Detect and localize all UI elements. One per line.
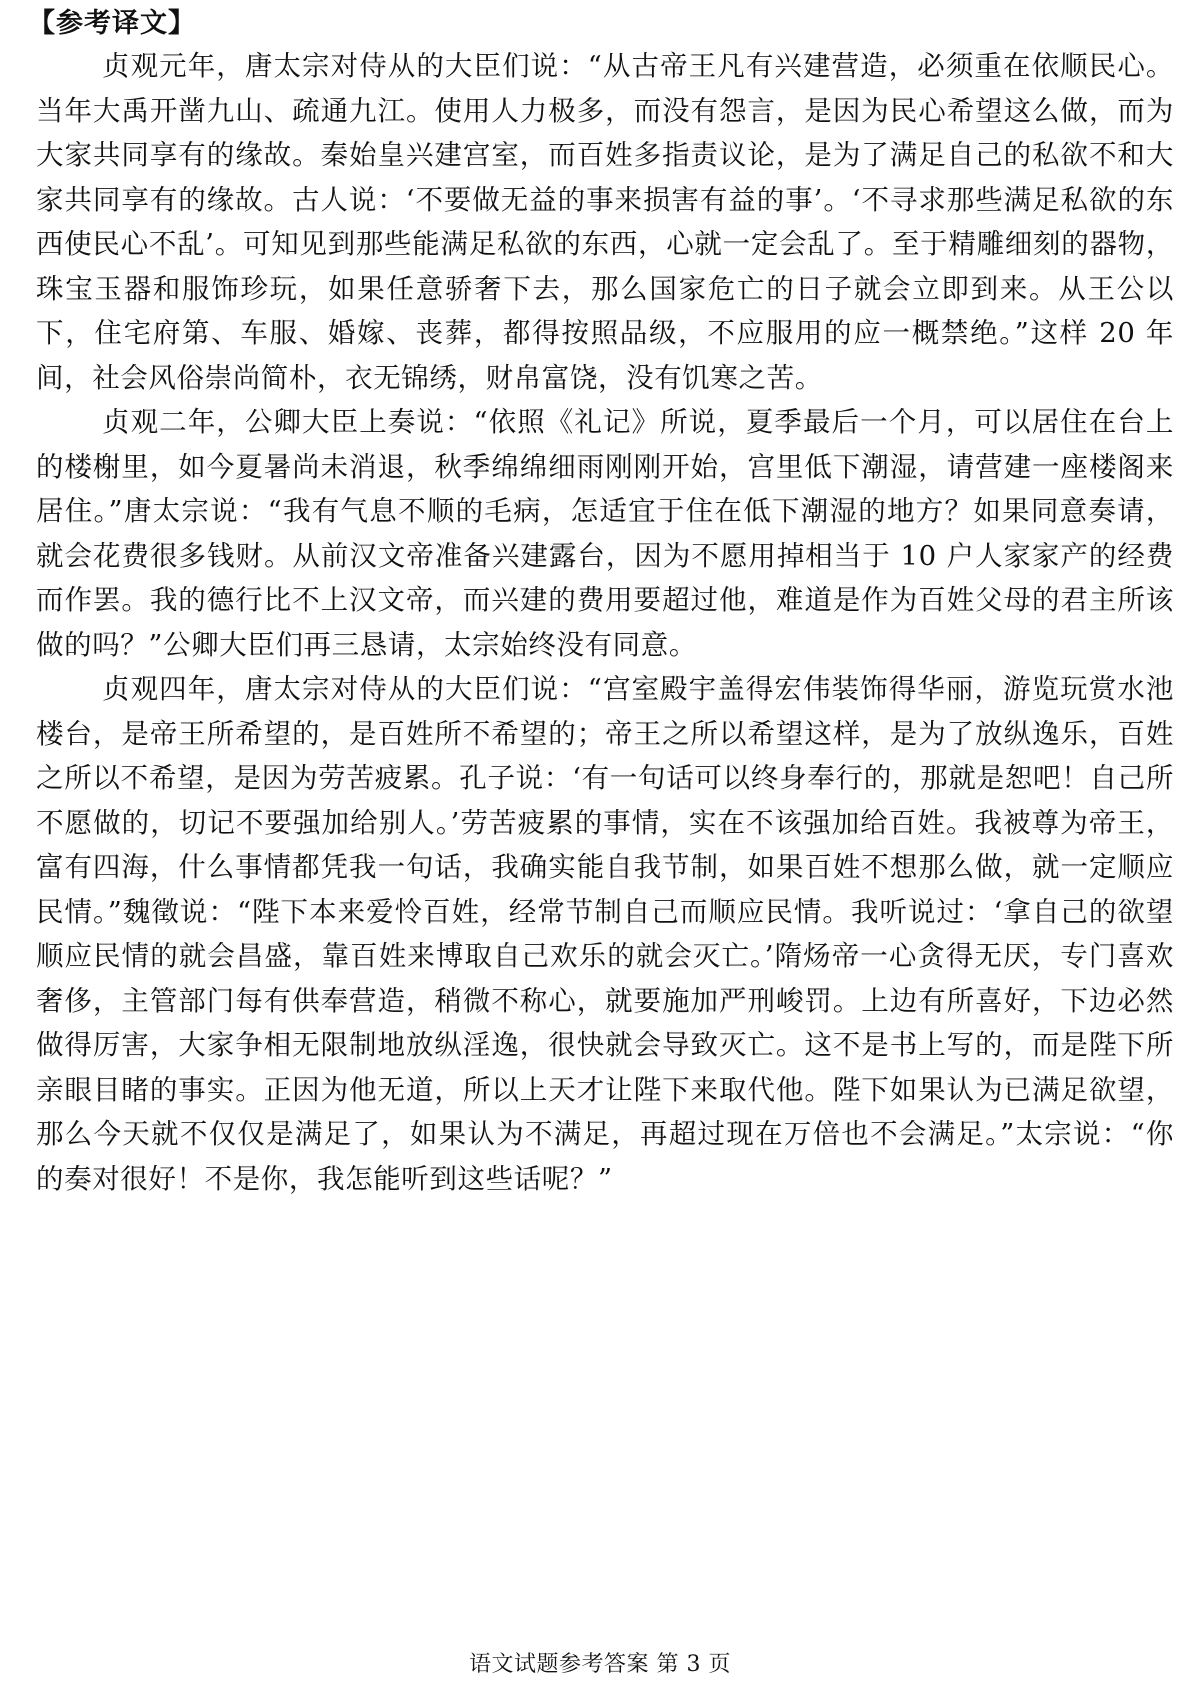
section-heading: 【参考译文】 <box>28 8 196 39</box>
paragraph-2: 贞观二年，公卿大臣上奏说：“依照《礼记》所说，夏季最后一个月，可以居住在台上的楼榭里，如今夏暑尚未消退，秋季绵绵细雨刚刚开始，宫里低下潮湿，请营建一座楼阁来居住。”唐太宗说：“我有气息不顺的毛病，怎适宜于住在低下潮湿的地方？如果同意奏请，就会花费很多钱财。从前汉文帝准备兴建露台，因为不愿用掉相当于 10 户人家家产的经费而作罢。我的德行比不上汉文帝，而兴建的费用要超过他，难道是作为百姓父母的君主所该做的吗？”公卿大臣们再三恳请，太宗始终没有同意。 <box>36 406 1174 661</box>
paragraph-1: 贞观元年，唐太宗对侍从的大臣们说：“从古帝王凡有兴建营造，必须重在依顺民心。当年大禹开凿九山、疏通九江。使用人力极多，而没有怨言，是因为民心希望这么做，而为大家共同享有的缘故。秦始皇兴建宫室，而百姓多指责议论，是为了满足自己的私欲不和大家共同享有的缘故。古人说：‘不要做无益的事来损害有益的事’。‘不寻求那些满足私欲的东西使民心不乱’。可知见到那些能满足私欲的东西，心就一定会乱了。至于精雕细刻的器物，珠宝玉器和服饰珍玩，如果任意骄奢下去，那么国家危亡的日子就会立即到来。从王公以下，住宅府第、车服、婚嫁、丧葬，都得按照品级，不应服用的应一概禁绝。”这样 20 年间，社会风俗崇尚简朴，衣无锦绣，财帛富饶，没有饥寒之苦。 <box>36 50 1174 394</box>
page-footer: 语文试题参考答案 第 3 页 <box>469 1652 731 1677</box>
translation-body <box>36 44 1174 1201</box>
paragraph-3: 贞观四年，唐太宗对侍从的大臣们说：“宫室殿宇盖得宏伟装饰得华丽，游览玩赏水池楼台，是帝王所希望的，是百姓所不希望的；帝王之所以希望这样，是为了放纵逸乐，百姓之所以不希望，是因为劳苦疲累。孔子说：‘有一句话可以终身奉行的，那就是恕吧！自己所不愿做的，切记不要强加给别人。’劳苦疲累的事情，实在不该强加给百姓。我被尊为帝王，富有四海，什么事情都凭我一句话，我确实能自我节制，如果百姓不想那么做，就一定顺应民情。”魏徵说：“陛下本来爱怜百姓，经常节制自己而顺应民情。我听说过：‘拿自己的欲望顺应民情的就会昌盛，靠百姓来博取自己欢乐的就会灭亡。’隋炀帝一心贪得无厌，专门喜欢奢侈，主管部门每有供奉营造，稍微不称心，就要施加严刑峻罚。上边有所喜好，下边必然做得厉害，大家争相无限制地放纵淫逸，很快就会导致灭亡。这不是书上写的，而是陛下所亲眼目睹的事实。正因为他无道，所以上天才让陛下来取代他。陛下如果认为已满足欲望，那么今天就不仅仅是满足了，如果认为不满足，再超过现在万倍也不会满足。”太宗说：“你的奏对很好！不是你，我怎能听到这些话呢？” <box>36 673 1174 1195</box>
